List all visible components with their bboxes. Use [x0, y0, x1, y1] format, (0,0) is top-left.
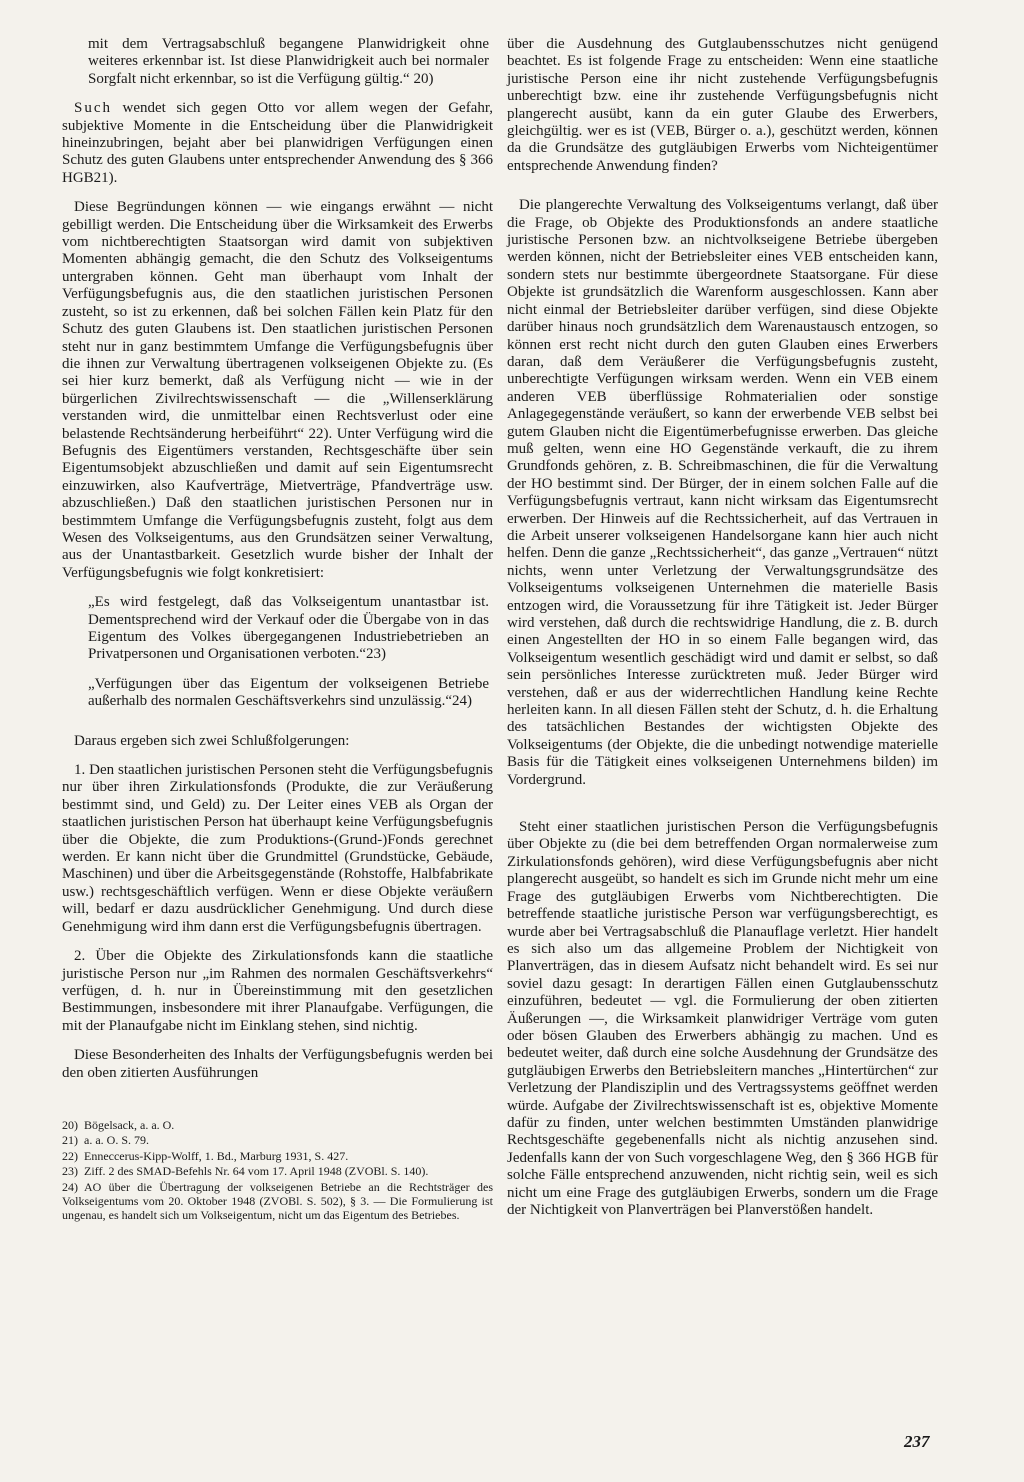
paragraph-conclusion-1: 1. Den staatlichen juristischen Personen steht die Verfügungsbefugnis nur über ihren Zirkulationsfonds (Produkte, die zur Veräußerung bestimmt sind, und Geld) zu. Der Leiter eines VEB als Organ der staatlichen juristischen Person hat überhaupt keine Verfügungsbefugnis über die Objekte, die zum Produktions-(Grund-)Fonds gerechnet werden. Er kann nicht über die Grundmittel (Grundstücke, Gebäude, Maschinen) und über die Arbeitsgegenstände (Rohstoffe, Halbfabrikate usw.) rechtsgeschäftlich verfügen. Wenn er diese Objekte veräußern will, bedarf er dazu ausdrücklicher Genehmigung. Und durch diese Genehmigung wird ihm dann erst die Verfügungsbefugnis übertragen. [62, 762, 493, 935]
paragraph-besonderheiten: Diese Besonderheiten des Inhalts der Verfügungsbefugnis werden bei den oben zitierten Ausführungen [62, 1047, 493, 1081]
quote-verfuegungen: „Verfügungen über das Eigentum der volkseigenen Betriebe außerhalb des normalen Geschäftsverkehrs sind unzulässig.“24) [88, 675, 489, 710]
paragraph-conclusion-2: 2. Über die Objekte des Zirkulationsfonds kann die staatliche juristische Person nur „im Rahmen des normalen Geschäftsverkehrs“ verfügen, d. h. nur in Übereinstimmung mit den gesetzlichen Bestimmungen, insbesondere mit ihrer Planaufgabe. Verfügungen, die mit der Planaufgabe nicht im Einklang stehen, sind nichtig. [62, 948, 493, 1034]
footnote-number: 22) [62, 1148, 78, 1163]
footnote [62, 1180, 493, 1223]
paragraph-schlussfolgerungen: Daraus ergeben sich zwei Schlußfolgerungen: [74, 732, 350, 749]
footnote-text: a. a. O. S. 79. [84, 1133, 149, 1148]
footnote-text: Bögelsack, a. a. O. [84, 1117, 175, 1132]
paragraph-zirkulationsfonds: Steht einer staatlichen juristischen Person die Verfügungsbefugnis über Objekte zu (die bei dem betreffenden Organ normalerweise zum Zirkulationsfonds gehören), wird diese Verfügungsbefugnis aber nicht plangerecht ausgeübt, so handelt es sich im Grunde nicht mehr um eine Frage des gutgläubigen Erwerbs vom Nichtberechtigten. Die betreffende staatliche juristische Person war verfügungsberechtigt, es wurde aber bei Vertragsabschluß die Planauflage verletzt. Hier handelt es sich also um das allgemeine Problem der Nichtigkeit von Planverträgen, das in diesem Aufsatz nicht behandelt wird. Es sei nur soviel dazu gesagt: In derartigen Fällen einen Gutglaubensschutz einzuführen, bedeutet — vgl. die Formulierung der oben zitierten Äußerungen —, die Wirksamkeit planwidriger Verträge vom guten oder bösen Glauben des Erwerbers abhängig zu machen. Und es bedeutet weiter, daß durch eine solche Ausdehnung der Grundsätze des gutgläubigen Erwerbs den Betriebsleitern manches „Hintertürchen“ zur Verletzung der Plandisziplin und des Vertragssystems geöffnet werden würde. Aufgabe der Zivilrechtswissenschaft ist es, objektive Momente dafür zu finden, unter welchen bestimmten Umständen planwidrige Rechtsgeschäfte gegebenenfalls nicht als nichtig anzusehen sind. Jedenfalls kann der von Such vorgeschlagene Weg, den § 366 HGB für solche Fälle entsprechend anzuwenden, nicht richtig sein, weil es sich nicht um eine Frage des gutgläubigen Erwerbs, sondern um die Frage der Nichtigkeit von Planverträgen bei Planverstößen handelt. [507, 819, 938, 1218]
author-name-such: Such [74, 100, 112, 117]
quote-smad-befehl: „Es wird festgelegt, daß das Volkseigentum unantastbar ist. Dementsprechend wird der Verkauf oder die Übergabe von in das Eigentum des Volkes übergegangenen Industriebetrieben an Privatpersonen und Organisationen verboten.“23) [88, 594, 489, 663]
footnote-number: 20) [62, 1117, 78, 1132]
footnote-number: 21) [62, 1133, 78, 1148]
paragraph-such-text: wendet sich gegen Otto vor allem wegen der Gefahr, subjektive Momente in die Entscheidung über die Planwidrigkeit hineinzubringen, bejaht aber bei planwidrigen Verfügungen einen Schutz des guten Glaubens unter entsprechender Anwendung des § 366 HGB21). [62, 100, 493, 186]
footnote-number: 24) [62, 1179, 78, 1194]
paragraph-plangerechte-verwaltung: Die plangerechte Verwaltung des Volkseigentums verlangt, daß über die Frage, ob Objekte des Produktionsfonds an andere staatliche juristische Personen bzw. an nichtvolkseigene Betriebe übergeben werden können, nicht der Betriebsleiter eines VEB entscheiden kann, sondern stets nur bestimmte übergeordnete Staatsorgane. Für diese Objekte ist grundsätzlich die Warenform ausgeschlossen. Kann aber nicht einmal der Betriebsleiter darüber verfügen, sind diese Objekte darüber hinaus noch grundsätzlich dem Warenaustausch entzogen, so können erst recht nicht durch den guten Glauben eines Erwerbers daran, daß dem Veräußerer die Verfügungsbefugnis zusteht, unberechtigte Verfügungen wirksam werden. Wenn ein VEB einem anderen VEB überflüssige Rohmaterialien oder sonstige Anlagegegenstände veräußert, so kann der erwerbende VEB selbst bei gutem Glauben nicht die Eigentümerbefugnisse erwerben. Das gleiche muß gelten, wenn eine HO Gegenstände verkauft, die zu ihrem Grundfonds gehören, z. B. Schreibmaschinen, die für die Verwaltung der HO bestimmt sind. Der Bürger, der in einem solchen Falle auf die Verfügungsbefugnis vertraut, kann nicht wirksam das Eigentumsrecht erwerben. Der Hinweis auf die Rechtssicherheit, auf das Vertrauen in die Arbeit unserer volkseigenen Handelsorgane kann hier auch nicht helfen. Denn die ganze „Rechtssicherheit“, das ganze „Vertrauen“ nützt nichts, wenn unter Verletzung der Verwaltungsgrundsätze des Volkseigentums volkseigenen Unternehmen die materielle Basis entzogen wird, die Voraussetzung für ihre Tätigkeit ist. Jeder Bürger wird verstehen, daß durch die rechtswidrige Handlung, die z. B. durch einen Angestellten der HO in so einem Falle begangen wird, das Volkseigentum wesentlich geschädigt wird und damit er selbst, so daß sein persönliches Interesse zurücktreten muß. Jeder Bürger wird verstehen, daß er aus der widerrechtlichen Handlung keine Rechte herleiten kann. In all diesen Fällen steht der Schutz, d. h. die Erhaltung des tatsächlichen Bestandes der wichtigsten Objekte des Volkseigentums (der Objekte, die die unbedingt notwendige materielle Basis für die Tätigkeit eines volkseigenen Unternehmens bilden) im Vordergrund. [507, 197, 938, 788]
footnote [62, 1118, 493, 1132]
footnote [62, 1164, 493, 1178]
right-column [507, 36, 938, 1219]
paragraph-begruendungen: Diese Begründungen können — wie eingangs erwähnt — nicht gebilligt werden. Die Entscheidung über die Wirksamkeit des Erwerbs vom nichtberechtigten Staatsorgan wird damit von subjektiven Momenten abhängig gemacht, die den Schutz des Volkseigentums untergraben können. Geht man überhaupt vom Inhalt der Verfügungsbefugnis aus, die den staatlichen juristischen Personen zusteht, so ist zu erkennen, daß bei solchen Fällen kein Platz für den Schutz des guten Glaubens ist. Den staatlichen juristischen Personen steht nur in ganz bestimmtem Umfange die Verfügungsbefugnis über die ihnen zur Verwaltung übertragenen volkseigenen Objekte zu. (Es sei hier kurz bemerkt, daß als Verfügung nicht — wie in der bürgerlichen Zivilrechtswissenschaft — die „Willenserklärung verstanden wird, die unmittelbar einen Rechtsverlust oder eine belastende Rechtsänderung herbeiführt“ 22). Unter Verfügung wird die Befugnis des Eigentümers verstanden, Rechtsgeschäfte über sein Eigentumsobjekt abzuschließen und damit auf sein Eigentumsrecht einzuwirken, also Kaufverträge, Mietverträge, Pfandverträge usw. abzuschließen.) Daß den staatlichen juristischen Personen nur in bestimmtem Umfange die Verfügungsbefugnis zusteht, folgt aus dem Wesen des Volkseigentums, aus den Grundsätzen seiner Verwaltung, aus der Unantastbarkeit. Gesetzlich wurde bisher der Inhalt der Verfügungsbefugnis wie folgt konkretisiert: [62, 199, 493, 581]
paragraph-such [62, 100, 493, 187]
footnote-text: Ziff. 2 des SMAD-Befehls Nr. 64 vom 17. April 1948 (ZVOBl. S. 140). [84, 1164, 429, 1179]
left-column [62, 36, 493, 1224]
paragraph-otto-quote-end: mit dem Vertragsabschluß begangene Planwidrigkeit ohne weiteres erkennbar ist. Ist diese Planwidrigkeit auch bei normaler Sorgfalt nicht erkennbar, so ist die Verfügung gültig.“ 20) [88, 36, 489, 87]
footnote [62, 1133, 493, 1147]
footnote [62, 1149, 493, 1163]
footnote-text: Enneccerus-Kipp-Wolff, 1. Bd., Marburg 1931, S. 427. [84, 1148, 349, 1163]
footnotes [62, 1118, 493, 1223]
paragraph-gutglaubensschutz: über die Ausdehnung des Gutglaubensschutzes nicht genügend beachtet. Es ist folgende Frage zu entscheiden: Wenn eine staatliche juristische Person eine ihr nicht zustehende Verfügungsbefugnis unberechtigt bzw. eine ihr zustehende Verfügungsbefugnis nicht plangerecht ausübt, kann da ein guter Glaube des Erwerbers, gleichgültig. wer es ist (VEB, Bürger o. a.), geschützt werden, können da die Grundsätze des gutgläubigen Erwerbs vom Nichteigentümer entsprechende Anwendung finden? [507, 36, 938, 174]
footnote-number: 23) [62, 1164, 78, 1179]
footnote-text: AO über die Übertragung der volkseigenen Betriebe an die Rechtsträger des Volkseigentums vom 20. Oktober 1948 (ZVOBl. S. 502), § 3. — Die Formulierung ist ungenau, es handelt sich um Volkseigentum, nicht um das Eigentum des Betriebes. [62, 1179, 493, 1223]
page-number: 237 [904, 1432, 930, 1451]
